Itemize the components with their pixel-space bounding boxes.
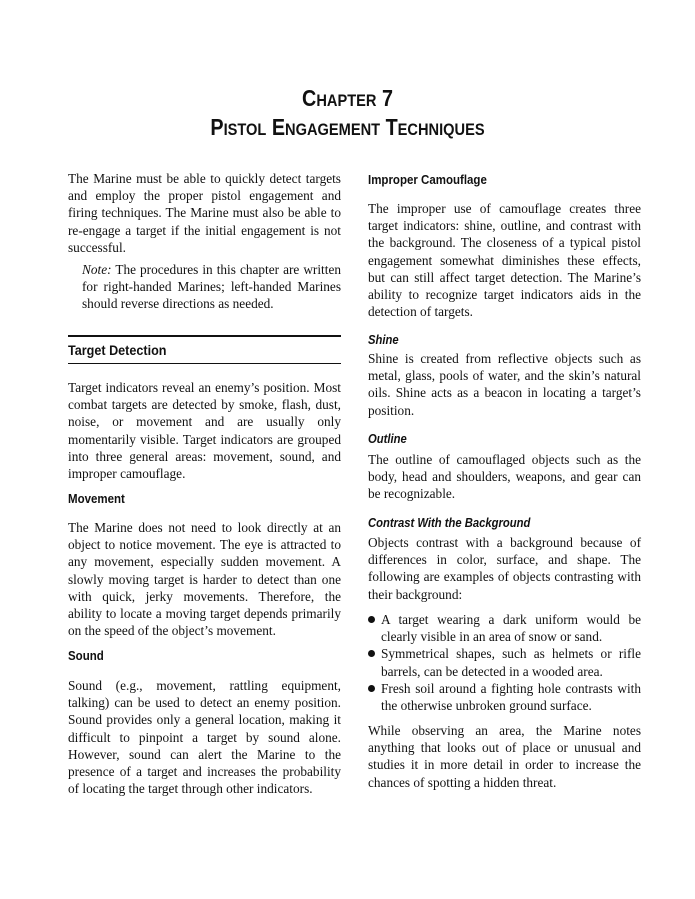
note-label: Note: (82, 262, 112, 277)
note-paragraph (82, 261, 341, 313)
bullet-icon (368, 650, 375, 657)
chapter-label-rest: HAPTER (316, 91, 377, 110)
movement-heading: Movement (68, 492, 125, 506)
contrast-paragraph: Objects contrast with a background because of differences in color, surface, and shape. The following are examples of objects contrasting with their background: (368, 535, 641, 602)
title-word-3-initial: T (385, 114, 398, 140)
list-item-text: Fresh soil around a fighting hole contrasts with the otherwise unbroken ground surface. (381, 680, 641, 714)
contrast-bullet-list (368, 611, 641, 714)
title-word-2-initial: E (271, 114, 286, 140)
closing-paragraph: While observing an area, the Marine notes anything that looks out of place or unusual and studies it in more detail in order to increase the chances of spotting a hidden threat. (368, 723, 641, 790)
outline-paragraph: The outline of camouflaged objects such as the body, head and shoulders, weapons, and gear can be recognizable. (368, 452, 641, 502)
target-detection-paragraph: Target indicators reveal an enemy’s position. Most combat targets are detected by smoke, flash, dust, noise, or movement and are usually only momentarily visible. Target indicators are grouped into three general areas: movement, sound, and improper camouflage. (68, 380, 341, 482)
shine-heading: Shine (368, 333, 399, 347)
title-word-1-rest: ISTOL (223, 120, 267, 139)
chapter-number (49, 84, 647, 115)
sound-paragraph: Sound (e.g., movement, rattling equipment, talking) can be used to detect an enemy position. Sound provides only a general location, making it difficult to pinpoint a target by sound alone. However, sound can alert the Marine to the presence of a target and increases the probability of locating the target through other indicators. (68, 678, 341, 797)
section-rule-under (68, 363, 341, 364)
list-item (368, 680, 641, 714)
note-text: The procedures in this chapter are written for right-handed Marines; left-handed Marines should reverse directions as needed. (82, 262, 341, 312)
improper-camouflage-heading: Improper Camouflage (368, 173, 487, 187)
intro-paragraph: The Marine must be able to quickly detect targets and employ the proper pistol engagement and firing techniques. The Marine must also be able to re-engage a target if the initial engagement is not successful. (68, 171, 341, 255)
title-word-3-rest: ECHNIQUES (397, 120, 485, 139)
list-item (368, 611, 641, 645)
title-word-1-initial: P (210, 114, 224, 140)
chapter-label-initial: C (302, 85, 317, 111)
list-item-text: Symmetrical shapes, such as helmets or rifle barrels, can be detected in a wooded area. (381, 646, 641, 679)
bullet-icon (368, 616, 375, 623)
chapter-title (49, 113, 647, 144)
chapter-number-value: 7 (381, 85, 393, 111)
shine-paragraph: Shine is created from reflective objects such as metal, glass, pools of water, and the skin’s natural oils. Shine acts as a beacon in locating a target’s position. (368, 351, 641, 418)
movement-paragraph: The Marine does not need to look directly at an object to notice movement. The eye is attracted to any movement, especially sudden movement. A slowly moving target is harder to detect than one with quick, jerky movements. Therefore, the ability to locate a moving target depends primarily on the speed of the object’s movement. (68, 520, 341, 639)
improper-camouflage-paragraph: The improper use of camouflage creates three target indicators: shine, outline, and contrast with the background. The closeness of a typical pistol engagement somewhat diminishes these effects, but can still affect target detection. The Marine’s ability to recognize target indicators aids in the detection of targets. (368, 201, 641, 320)
list-item-text: A target wearing a dark uniform would be clearly visible in an area of snow or sand. (381, 612, 641, 645)
contrast-heading: Contrast With the Background (368, 516, 531, 530)
sound-heading: Sound (68, 649, 104, 663)
title-word-2-rest: NGAGEMENT (285, 120, 381, 139)
bullet-icon (368, 685, 375, 692)
list-item (368, 645, 641, 679)
section-rule (68, 335, 341, 337)
outline-heading: Outline (368, 432, 407, 446)
target-detection-heading: Target Detection (68, 342, 167, 358)
